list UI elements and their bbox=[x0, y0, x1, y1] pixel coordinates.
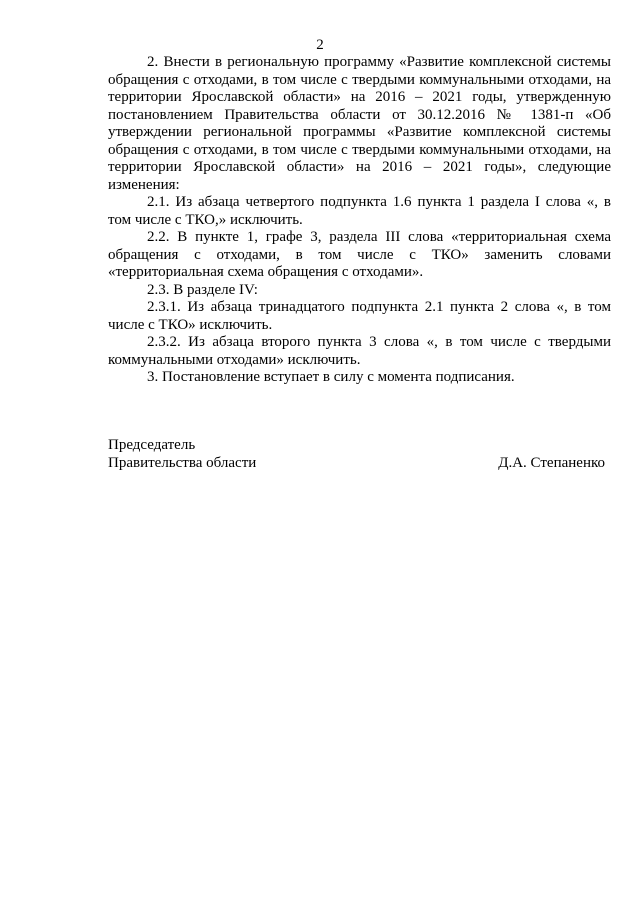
signatory-title-line1: Председатель bbox=[108, 437, 196, 453]
paragraph-3: 3. Постановление вступает в силу с момента подписания. bbox=[147, 369, 515, 385]
signatory-name: Д.А. Степаненко bbox=[498, 455, 605, 471]
signatory-title-line2: Правительства области bbox=[108, 455, 257, 471]
paragraph-2-3-1: 2.3.1. Из абзаца тринадцатого подпункта 2.1 пункта 2 слова «, в том числе с ТКО» исключить. bbox=[108, 299, 611, 333]
signature-row bbox=[108, 454, 605, 472]
document-body bbox=[108, 54, 611, 387]
paragraph-2-2: 2.2. В пункте 1, графе 3, раздела III слова «территориальная схема обращения с отходами, в том числе с ТКО» заменить словами «территориальная схема обращения с отходами». bbox=[108, 229, 611, 280]
paragraph-2-3: 2.3. В разделе IV: bbox=[147, 281, 258, 298]
paragraph-2-1: 2.1. Из абзаца четвертого подпункта 1.6 пункта 1 раздела I слова «, в том числе с ТКО,» исключить. bbox=[108, 194, 611, 228]
page-number: 2 bbox=[316, 37, 324, 53]
paragraph-2: 2. Внести в региональную программу «Развитие комплексной системы обращения с отходами, в том числе с твердыми коммунальными отходами, на территории Ярославской области» на 2016 – 2021 годы, утвержденную постановлением Правительства области от 30.12.2016 № 1381-п «Об утверждении региональной программы «Развитие комплексной системы обращения с отходами, в том числе с твердыми коммунальными отходами, на территории Ярославской области» на 2016 – 2021 годы», следующие изменения: bbox=[108, 54, 611, 193]
signature-block bbox=[108, 436, 605, 472]
paragraph-2-3-2: 2.3.2. Из абзаца второго пункта 3 слова «, в том числе с твердыми коммунальными отходами» исключить. bbox=[108, 334, 611, 368]
